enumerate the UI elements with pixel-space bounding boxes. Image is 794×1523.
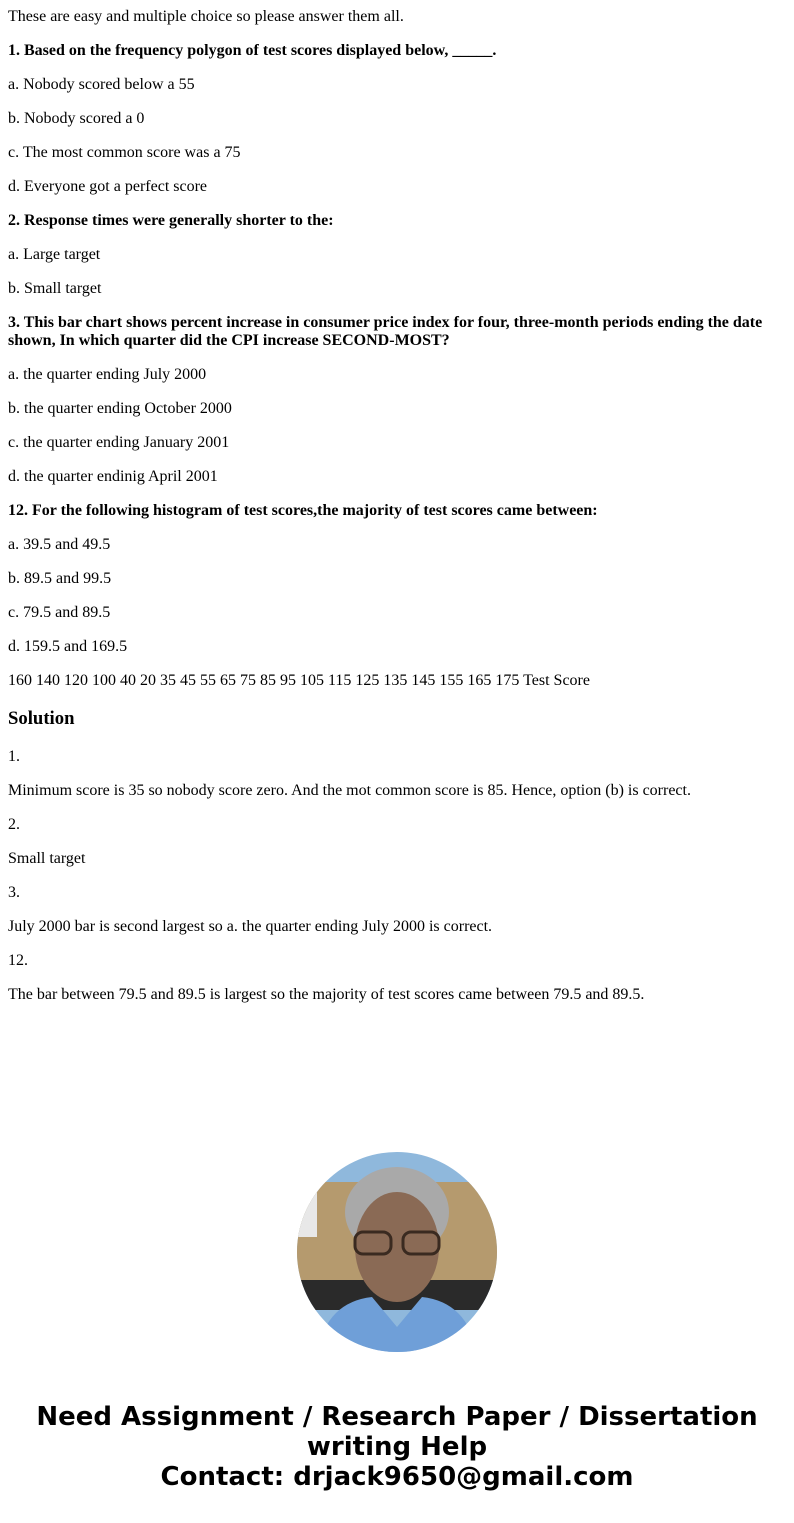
promo-line: Need Assignment / Research Paper / Dissertation writing Help: [36, 1402, 758, 1462]
question-3: [8, 314, 786, 486]
solution-text: Small target: [8, 850, 86, 867]
question-text: 1. Based on the frequency polygon of test scores displayed below, _____.: [8, 42, 497, 59]
question-text: 3. This bar chart shows percent increase in consumer price index for four, three-month periods ending the date shown, In which quarter did the CPI increase SECOND-MOST?: [8, 314, 763, 349]
solution-num: 12.: [8, 952, 28, 969]
solution-num: 2.: [8, 816, 20, 833]
option: d. the quarter endinig April 2001: [8, 468, 218, 485]
intro-text: These are easy and multiple choice so please answer them all.: [8, 8, 404, 25]
option: d. 159.5 and 169.5: [8, 638, 128, 655]
option: a. the quarter ending July 2000: [8, 366, 207, 383]
option: a. 39.5 and 49.5: [8, 536, 111, 553]
option: b. 89.5 and 99.5: [8, 570, 112, 587]
option: a. Nobody scored below a 55: [8, 76, 195, 93]
promo-contact: Contact: drjack9650@gmail.com: [160, 1462, 634, 1492]
solution-num: 3.: [8, 884, 20, 901]
solution-num: 1.: [8, 748, 20, 765]
option: d. Everyone got a perfect score: [8, 178, 208, 195]
axis-text: 160 140 120 100 40 20 35 45 55 65 75 85 95 105 115 125 135 145 155 165 175 Test Score: [8, 672, 590, 689]
question-text: 2. Response times were generally shorter to the:: [8, 212, 334, 229]
option: c. The most common score was a 75: [8, 144, 241, 161]
solution-text: July 2000 bar is second largest so a. the quarter ending July 2000 is correct.: [8, 918, 493, 935]
solution-text: The bar between 79.5 and 89.5 is largest so the majority of test scores came between 79.5 and 89.5.: [8, 986, 645, 1003]
question-2: [8, 212, 786, 298]
solution-heading: Solution: [8, 708, 75, 729]
option: b. Small target: [8, 280, 102, 297]
option: b. Nobody scored a 0: [8, 110, 145, 127]
question-1: [8, 42, 786, 196]
option: b. the quarter ending October 2000: [8, 400, 232, 417]
avatar-container: [8, 1152, 786, 1352]
question-text: 12. For the following histogram of test scores,the majority of test scores came between:: [8, 502, 598, 519]
avatar: [297, 1152, 497, 1352]
solution-text: Minimum score is 35 so nobody score zero. And the mot common score is 85. Hence, option (b) is correct.: [8, 782, 691, 799]
promo-banner: [8, 1402, 786, 1492]
option: c. 79.5 and 89.5: [8, 604, 111, 621]
option: a. Large target: [8, 246, 101, 263]
question-12: [8, 502, 786, 656]
option: c. the quarter ending January 2001: [8, 434, 230, 451]
